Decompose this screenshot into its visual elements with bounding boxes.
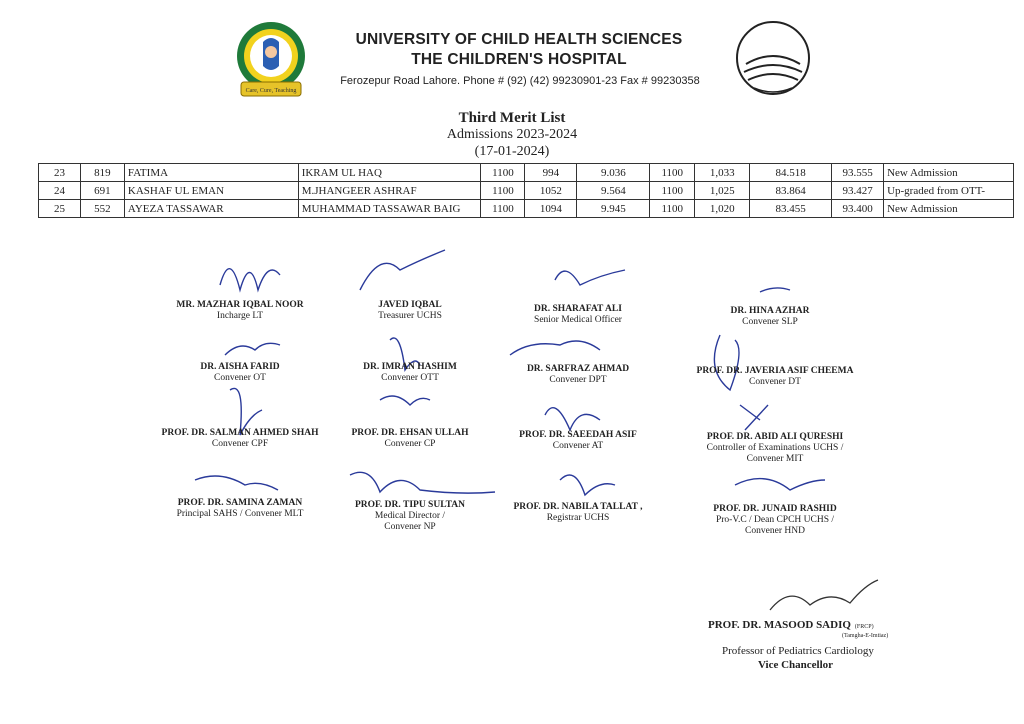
- signatory-designation: Registrar UCHS: [546, 513, 610, 523]
- cell-t1: 1100: [481, 182, 525, 200]
- cell-p2: 83.455: [750, 200, 832, 218]
- signatory-block: [468, 364, 688, 386]
- signatory-designation: Convener NP: [384, 522, 436, 532]
- cell-sr: 25: [39, 200, 81, 218]
- cell-p1: 9.036: [577, 164, 650, 182]
- signatory-designation: Convener OT: [214, 373, 266, 383]
- signatory-designation: Controller of Examinations UCHS /: [706, 443, 844, 453]
- signatory-designation: Senior Medical Officer: [534, 315, 622, 325]
- signatory-designation: Medical Director /: [374, 511, 446, 521]
- list-session: Admissions 2023-2024: [446, 127, 578, 142]
- table-row: [39, 200, 1014, 218]
- cell-t2: 1100: [650, 182, 695, 200]
- signatory-designation: Convener DPT: [549, 375, 607, 385]
- cell-agg: 93.555: [832, 164, 884, 182]
- cell-t2: 1100: [650, 200, 695, 218]
- cell-father: M.JHANGEER ASHRAF: [298, 182, 481, 200]
- cell-t2: 1100: [650, 164, 695, 182]
- signatory-name: PROF. DR. SAMINA ZAMAN: [177, 498, 303, 508]
- cell-name: FATIMA: [124, 164, 298, 182]
- signatory-block: [468, 304, 688, 326]
- hospital-name: THE CHILDREN'S HOSPITAL: [411, 51, 627, 68]
- cell-sr: 23: [39, 164, 81, 182]
- cell-m2: 1,025: [695, 182, 750, 200]
- signatory-name: DR. SARFRAZ AHMAD: [526, 364, 630, 374]
- vc-frcp: (FRCP): [854, 624, 874, 630]
- signatory-name: PROF. DR. EHSAN ULLAH: [351, 428, 469, 438]
- cell-t1: 1100: [481, 200, 525, 218]
- signatory-name: PROF. DR. JAVERIA ASIF CHEEMA: [696, 366, 854, 376]
- vice-chancellor-block: [708, 615, 908, 671]
- signatory-name: MR. MAZHAR IQBAL NOOR: [176, 300, 304, 310]
- cell-agg: 93.400: [832, 200, 884, 218]
- signatory-name: PROF. DR. SAEEDAH ASIF: [519, 430, 637, 440]
- table-row: [39, 164, 1014, 182]
- table-row: [39, 182, 1014, 200]
- signatory-name: PROF. DR. ABID ALI QURESHI: [706, 432, 844, 442]
- cell-p2: 83.864: [750, 182, 832, 200]
- vc-name: PROF. DR. MASOOD SADIQ: [708, 619, 851, 631]
- cell-m2: 1,033: [695, 164, 750, 182]
- cell-father: MUHAMMAD TASSAWAR BAIG: [298, 200, 481, 218]
- signatory-designation: Convener MIT: [746, 454, 804, 464]
- cell-t1: 1100: [481, 164, 525, 182]
- signatory-block: [468, 502, 688, 524]
- vc-designation: Professor of Pediatrics Cardiology: [722, 645, 874, 657]
- cell-name: AYEZA TASSAWAR: [124, 200, 298, 218]
- signatory-block: [665, 432, 885, 465]
- signatory-name: DR. HINA AZHAR: [730, 306, 810, 316]
- cell-agg: 93.427: [832, 182, 884, 200]
- signatory-name: DR. AISHA FARID: [200, 362, 280, 372]
- list-date: (17-01-2024): [474, 144, 550, 159]
- signatory-block: [660, 306, 880, 328]
- cell-m1: 1052: [525, 182, 577, 200]
- signatory-name: DR. IMRAN HASHIM: [363, 362, 457, 372]
- vc-title: Vice Chancellor: [758, 659, 834, 671]
- cell-p1: 9.564: [577, 182, 650, 200]
- logo-motto: Care, Cure, Teaching: [245, 88, 297, 94]
- signatory-designation: Treasurer UCHS: [378, 311, 442, 321]
- vc-tamgha: (Tamgha-E-Imtiaz): [842, 633, 889, 639]
- list-title: Third Merit List: [458, 110, 566, 126]
- signatory-designation: Convener CP: [384, 439, 436, 449]
- cell-m2: 1,020: [695, 200, 750, 218]
- cell-id: 691: [80, 182, 124, 200]
- signatory-designation: Convener DT: [749, 377, 801, 387]
- punjab-emblem-logo: [726, 18, 820, 102]
- cell-sr: 24: [39, 182, 81, 200]
- cell-name: KASHAF UL EMAN: [124, 182, 298, 200]
- signatory-designation: Convener OTT: [381, 373, 439, 383]
- signatory-block: [665, 366, 885, 388]
- signatory-name: DR. SHARAFAT ALI: [534, 304, 622, 314]
- signatory-designation: Convener AT: [552, 441, 604, 451]
- address-line: Ferozepur Road Lahore. Phone # (92) (42) 99230901-23 Fax # 99230358: [340, 75, 700, 87]
- signatory-designation: Principal SAHS / Convener MLT: [176, 509, 304, 519]
- cell-status: New Admission: [884, 200, 1014, 218]
- cell-status: New Admission: [884, 164, 1014, 182]
- cell-father: IKRAM UL HAQ: [298, 164, 481, 182]
- signatory-name: JAVED IQBAL: [378, 300, 442, 310]
- signatory-name: PROF. DR. TIPU SULTAN: [354, 500, 466, 510]
- university-name: UNIVERSITY OF CHILD HEALTH SCIENCES: [355, 31, 683, 48]
- signatory-designation: Incharge LT: [216, 311, 264, 321]
- cell-p2: 84.518: [750, 164, 832, 182]
- uchs-logo: [233, 20, 309, 104]
- signatory-designation: Pro-V.C / Dean CPCH UCHS /: [715, 515, 835, 525]
- signatory-name: PROF. DR. SALMAN AHMED SHAH: [161, 428, 319, 438]
- cell-id: 819: [80, 164, 124, 182]
- cell-p1: 9.945: [577, 200, 650, 218]
- signatory-block: [468, 430, 688, 452]
- signatory-designation: Convener SLP: [742, 317, 798, 327]
- signatory-name: PROF. DR. JUNAID RASHID: [713, 504, 837, 514]
- merit-table: [38, 163, 1014, 218]
- cell-id: 552: [80, 200, 124, 218]
- signatory-block: [665, 504, 885, 537]
- cell-m1: 1094: [525, 200, 577, 218]
- signatory-name: PROF. DR. NABILA TALLAT ,: [513, 502, 643, 512]
- signatory-designation: Convener CPF: [211, 439, 269, 449]
- cell-status: Up-graded from OTT-: [884, 182, 1014, 200]
- signatory-designation: Convener HND: [745, 526, 805, 536]
- cell-m1: 994: [525, 164, 577, 182]
